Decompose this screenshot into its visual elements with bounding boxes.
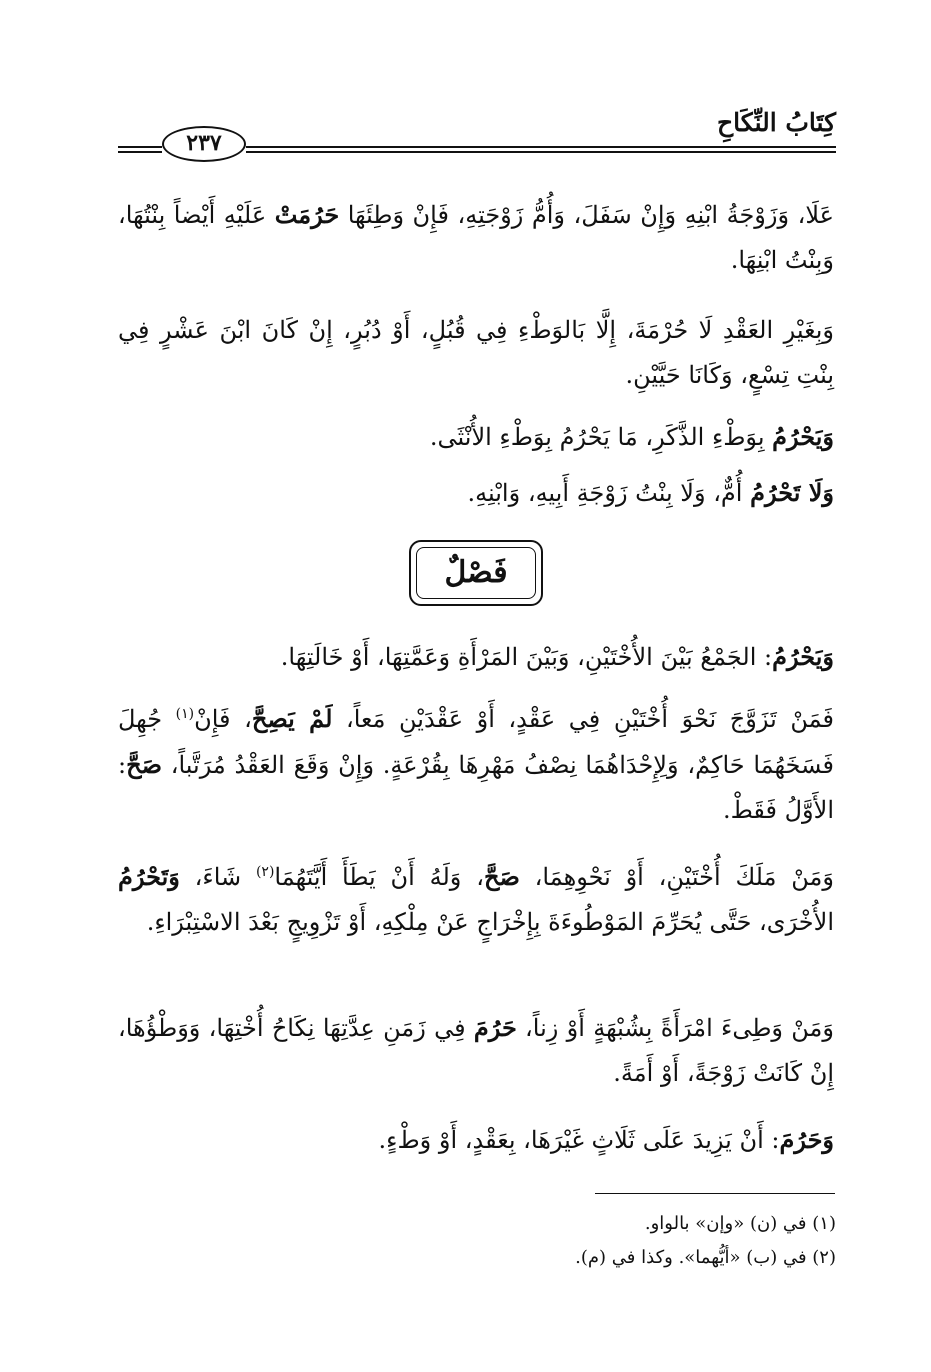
- paragraph-4: [118, 470, 834, 516]
- text-run: : الأَوَّلُ فَقَطْ.: [118, 751, 834, 824]
- page-header: [118, 108, 836, 158]
- text-run: وَمَنْ وَطِىءَ امْرَأَةً بِشُبْهَةٍ أَوْ زِناً،: [516, 1014, 835, 1042]
- text-run: فِي زَمَنِ عِدَّتِهَا نِكَاحُ أُخْتِهَا، وَوَطْؤُهَا، إِنْ كَانَتْ زَوْجَةً، أَوْ أَمَةً.: [118, 1014, 834, 1087]
- text-run: عَلَيْهِ أَيْضاً بِنْتُهَا، وَبِنْتُ ابْنِهَا.: [118, 201, 834, 274]
- text-run: فَمَنْ تَزَوَّجَ نَحْوَ أُخْتَيْنِ فِي عَقْدٍ، أَوْ عَقْدَيْنِ مَعاً،: [332, 705, 834, 733]
- text-run: ، فَإِنْ: [194, 705, 252, 733]
- bold-term: وَلَا تَحْرُمُ: [750, 478, 834, 507]
- text-run: أُمٌّ، وَلَا بِنْتُ زَوْجَةِ أَبِيهِ، وَابْنِهِ.: [467, 479, 751, 507]
- bold-term: حَرُمَتْ: [274, 200, 340, 229]
- text-run: الأُخْرَى، حَتَّى يُحَرِّمَ المَوْطُوءَةَ بِإِخْرَاجٍ عَنْ مِلْكِهِ، أَوْ تَزْوِيجٍ بَعْدَ الاسْتِبْرَاءِ.: [146, 908, 834, 936]
- text-run: وَمَنْ مَلَكَ أُخْتَيْنِ، أَوْ نَحْوِهِمَا،: [519, 863, 835, 891]
- header-rule-right-2: [246, 151, 836, 153]
- bold-term: وَيَحْرُمُ: [772, 642, 834, 671]
- section-heading-box: [409, 540, 543, 606]
- book-title: كِتَابُ النِّكَاحِ: [717, 108, 836, 137]
- header-rule-left: [118, 146, 162, 148]
- text-run: ، وَلَهُ أَنْ يَطَأَ أَيَّتَهُمَا: [274, 863, 484, 891]
- bold-term: وَحَرُمَ: [779, 1125, 834, 1154]
- bold-term: حَرُمَ: [473, 1013, 517, 1042]
- footnote-rule: [595, 1193, 835, 1194]
- text-run: جُهِلَ فَسَخَهُمَا حَاكِمٌ، وَلِإِحْدَاهُمَا نِصْفُ مَهْرِهَا بِقُرْعَةٍ. وَإِنْ وَقَعَ العَقْدُ مُرَتَّباً،: [118, 705, 834, 779]
- text-run: شَاءَ،: [179, 863, 256, 891]
- text-run: وَبِغَيْرِ العَقْدِ لَا حُرْمَةَ، إِلَّا بَالوَطْءِ فِي قُبُلٍ، أَوْ دُبُرٍ، إِنْ كَانَ ابْنَ عَشْرٍ فِي بِنْتِ تِسْعٍ، وَكَانَا حَيَّيْنِ.: [118, 316, 834, 389]
- paragraph-3: [118, 414, 834, 460]
- page-number: ٢٣٧: [162, 126, 246, 162]
- bold-term: صَحَّ: [126, 750, 162, 779]
- paragraph-7: [118, 850, 834, 945]
- bold-term: صَحَّ: [483, 862, 520, 891]
- bold-term: وَتَحْرُمُ: [118, 862, 180, 891]
- paragraph-5: [118, 634, 834, 680]
- text-run: عَلَا، وَزَوْجَةُ ابْنِهِ وَإِنْ سَفَلَ، وَأُمُّ زَوْجَتِهِ، فَإِنْ وَطِئَهَا: [339, 201, 834, 229]
- bold-term: لَمْ يَصِحَّ: [251, 704, 333, 733]
- bold-term: وَيَحْرُمُ: [772, 422, 834, 451]
- paragraph-9: [118, 1117, 834, 1163]
- footnote-marker: (٢): [255, 864, 275, 880]
- paragraph-1: [118, 192, 834, 283]
- section-heading: فَصْلٌ: [416, 547, 536, 599]
- header-rule-left-2: [118, 151, 162, 153]
- footnote-1: (١) في (ن) «وإن» بالواو.: [644, 1213, 836, 1234]
- text-run: : أَنْ يَزِيدَ عَلَى ثَلَاثٍ غَيْرَهَا، بِعَقْدٍ، أَوْ وَطْءٍ.: [378, 1126, 780, 1154]
- footnote-marker: (١): [175, 706, 195, 722]
- text-run: بِوَطْءِ الذَّكَرِ، مَا يَحْرُمُ بِوَطْءِ الأُنْثَى.: [429, 423, 773, 451]
- header-rule-right: [246, 146, 836, 148]
- paragraph-8: [118, 1005, 834, 1096]
- text-run: : الجَمْعُ بَيْنَ الأُخْتَيْنِ، وَبَيْنَ المَرْأَةِ وَعَمَّتِهَا، أَوْ خَالَتِهَا.: [280, 643, 773, 671]
- paragraph-6: [118, 692, 834, 833]
- footnote-2: (٢) في (ب) «أيُّهما». وكذا في (م).: [575, 1247, 836, 1268]
- paragraph-2: [118, 308, 834, 398]
